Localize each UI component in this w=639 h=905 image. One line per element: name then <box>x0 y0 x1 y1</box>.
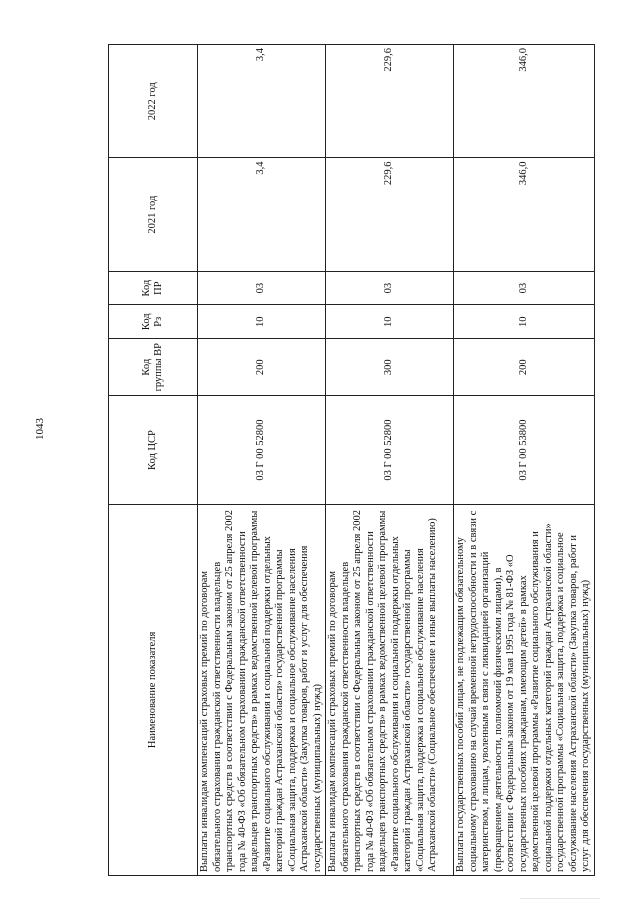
header-2021: 2021 год <box>109 158 198 271</box>
table-row <box>454 45 595 876</box>
budget-table <box>108 44 595 876</box>
cell-2022: 346,0 <box>454 45 595 158</box>
cell-vr: 200 <box>198 339 326 396</box>
cell-csr: 03 Г 00 52800 <box>198 396 326 504</box>
cell-csr: 03 Г 00 53800 <box>454 396 595 504</box>
cell-name: Выплаты инвалидам компенсаций страховых премий по договорам обязательного страхования гражданской ответственности владельцев транспортных средств в соответствии с Федеральным законом от 25 апреля 2002 года № 40-ФЗ «Об обязательном страховании гражданской ответственности владельцев транспортных средств» в рамках ведомственной целевой программы «Развитие социального обслуживания и социальной поддержки отдельных категорий граждан Астраханской области» государственной программы «Социальная защита, поддержка и социальное обслуживание населения Астраханской области» (Социальное обеспечение и иные выплаты населению) <box>326 504 454 875</box>
header-rz: Код Рз <box>109 305 198 339</box>
header-pr: Код ПР <box>109 271 198 305</box>
header-2022: 2022 год <box>109 45 198 158</box>
cell-2022: 3,4 <box>198 45 326 158</box>
table-header-row <box>109 45 198 876</box>
cell-rz: 10 <box>198 305 326 339</box>
cell-csr: 03 Г 00 52800 <box>326 396 454 504</box>
cell-2021: 229,6 <box>326 158 454 271</box>
cell-2022: 229,6 <box>326 45 454 158</box>
header-vr: Код группы ВР <box>109 339 198 396</box>
header-name: Наименование показателя <box>109 504 198 875</box>
cell-pr: 03 <box>198 271 326 305</box>
cell-vr: 200 <box>454 339 595 396</box>
cell-rz: 10 <box>326 305 454 339</box>
table-row <box>326 45 454 876</box>
cell-name: Выплаты инвалидам компенсаций страховых премий по договорам обязательного страхования гражданской ответственности владельцев транспортных средств в соответствии с Федеральным законом от 25 апреля 2002 года № 40-ФЗ «Об обязательном страховании гражданской ответственности владельцев транспортных средств» в рамках ведомственной целевой программы «Развитие социального обслуживания и социальной поддержки отдельных категорий граждан Астраханской области» государственной программы «Социальная защита, поддержка и социальное обслуживание населения Астраханской области» (Закупка товаров, работ и услуг для обеспечения государственных (муниципальных) нужд) <box>198 504 326 875</box>
cell-name: Выплаты государственных пособий лицам, не подлежащим обязательному социальному страхованию на случай временной нетрудоспособности и в связи с материнством, и лицам, уволенным в связи с ликвидацией организаций (прекращением деятельности, полномочий физическими лицами), в соответствии с Федеральным законом от 19 мая 1995 года № 81-ФЗ «О государственных пособиях гражданам, имеющим детей» в рамках ведомственной целевой программы «Развитие социального обслуживания и социальной поддержки отдельных категорий граждан Астраханской области» государственной программы «Социальная защита, поддержка и социальное обслуживание населения Астраханской области» (Закупка товаров, работ и услуг для обеспечения государственных (муниципальных) нужд) <box>454 504 595 875</box>
page-number: 1043 <box>34 418 46 440</box>
cell-pr: 03 <box>454 271 595 305</box>
cell-rz: 10 <box>454 305 595 339</box>
header-csr: Код ЦСР <box>109 396 198 504</box>
cell-2021: 3,4 <box>198 158 326 271</box>
rotated-table-container <box>108 44 591 876</box>
cell-vr: 300 <box>326 339 454 396</box>
table-row <box>198 45 326 876</box>
scan-artifact-line <box>520 898 600 899</box>
cell-pr: 03 <box>326 271 454 305</box>
cell-2021: 346,0 <box>454 158 595 271</box>
